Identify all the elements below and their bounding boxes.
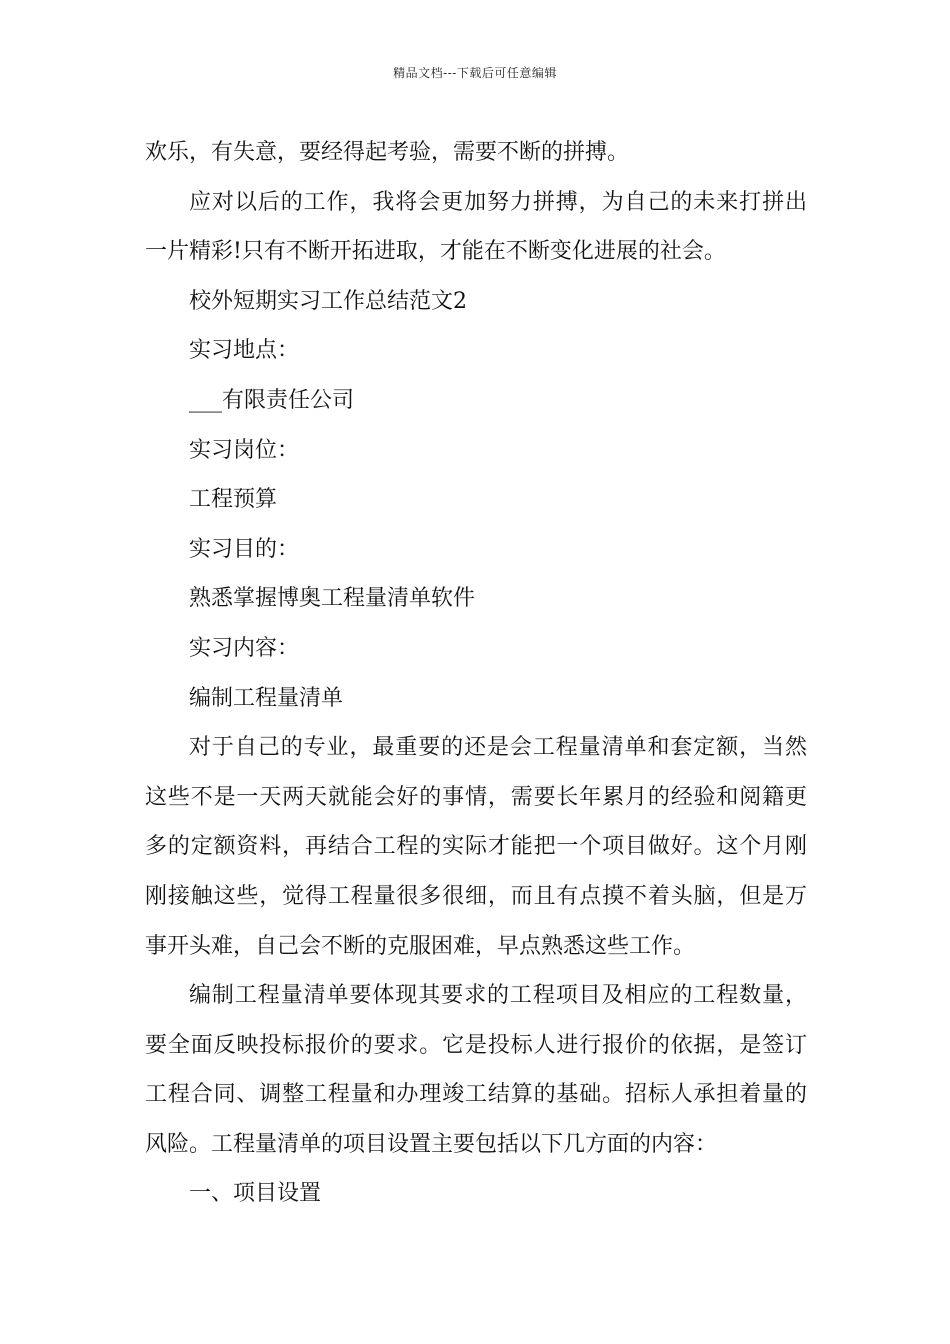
field-label: 实习岗位：: [189, 437, 300, 463]
paragraph-line: 要全面反映投标报价的要求。它是投标人进行报价的依据，是签订: [145, 1032, 807, 1058]
paragraph-line: 工程合同、调整工程量和办理竣工结算的基础。招标人承担着量的: [145, 1082, 807, 1108]
paragraph-line: 编制工程量清单要体现其要求的工程项目及相应的工程数量，: [189, 983, 807, 1009]
paragraph-line: 一片精彩!只有不断开拓进取，才能在不断变化进展的社会。: [145, 239, 726, 265]
page-header: 精品文档---下载后可任意编辑: [393, 66, 557, 80]
section-title: 校外短期实习工作总结范文2: [189, 288, 467, 314]
paragraph-line: 多的定额资料，再结合工程的实际才能把一个项目做好。这个月刚: [145, 834, 807, 860]
field-label: 实习内容：: [189, 635, 300, 661]
section-heading: 一、项目设置: [189, 1181, 322, 1207]
paragraph-line: 刚接触这些，觉得工程量很多很细，而且有点摸不着头脑，但是万: [145, 883, 807, 909]
paragraph-line: 事开头难，自己会不断的克服困难，早点熟悉这些工作。: [145, 933, 696, 959]
paragraph-line: 风险。工程量清单的项目设置主要包括以下几方面的内容：: [145, 1131, 718, 1157]
field-label: 实习地点：: [189, 338, 300, 364]
paragraph-line: 这些不是一天两天就能会好的事情，需要长年累月的经验和阅籍更: [145, 784, 807, 810]
paragraph-line: 欢乐，有失意，要经得起考验，需要不断的拼搏。: [145, 140, 630, 165]
document-body: [145, 128, 807, 1219]
field-value: 熟悉掌握博奥工程量清单软件: [189, 586, 476, 612]
field-value: 工程预算: [189, 487, 278, 513]
field-value: ___有限责任公司: [189, 387, 355, 413]
field-value: 编制工程量清单: [189, 685, 344, 711]
paragraph-line: 对于自己的专业，最重要的还是会工程量清单和套定额，当然: [189, 735, 807, 761]
paragraph-line: 应对以后的工作，我将会更加努力拼搏，为自己的未来打拼出: [189, 189, 807, 215]
field-label: 实习目的：: [189, 536, 300, 562]
